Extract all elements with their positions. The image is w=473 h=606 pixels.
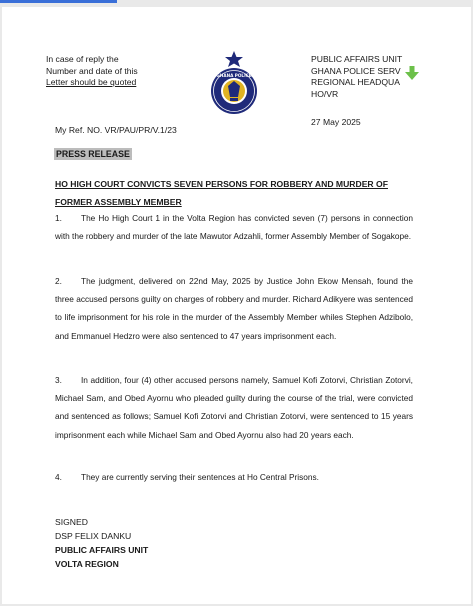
- reply-note-line: In case of reply the: [46, 54, 119, 64]
- paragraph-text: The Ho High Court 1 in the Volta Region has convicted seven (7) persons in connection with the robbery and murder of the late Mawutor Adzahli, former Assembly Member of Sogakope.: [55, 213, 413, 242]
- sender-address: [311, 54, 461, 100]
- paragraph-number: 3.: [55, 375, 62, 385]
- reply-note-line: Number and date of this: [46, 65, 138, 76]
- address-line: REGIONAL HEADQUA: [311, 77, 400, 88]
- reply-note: [46, 54, 156, 89]
- police-crest-logo: [208, 50, 260, 116]
- address-line: HO/VR: [311, 88, 339, 99]
- document-page: [2, 7, 471, 604]
- paragraph-text: The judgment, delivered on 22nd May, 2025 by Justice John Ekow Mensah, found the three accused persons guilty on charges of robbery and murder. Richard Adikyere was sentenced to life imprisonment for his role in the murder of the Assembly Member whiles Stephen Adzibolo, and Emmanuel Hedzro were also sentenced to 47 years imprisonment each.: [55, 276, 413, 341]
- signatory-name: DSP FELIX DANKU: [55, 531, 132, 541]
- paragraph-number: 4.: [55, 472, 62, 482]
- top-progress-bar: [0, 0, 117, 3]
- signatory-region: VOLTA REGION: [55, 559, 119, 569]
- address-line: GHANA POLICE SERV: [311, 65, 401, 76]
- crest-lettering: GHANA POLICE: [216, 73, 252, 78]
- paragraph-number: 2.: [55, 276, 62, 286]
- download-arrow-icon[interactable]: [404, 65, 420, 81]
- paragraph-4: [55, 468, 413, 486]
- press-release-label: PRESS RELEASE: [56, 149, 130, 159]
- letter-date: 27 May 2025: [311, 117, 361, 127]
- paragraph-number: 1.: [55, 213, 62, 223]
- signatory-unit: PUBLIC AFFAIRS UNIT: [55, 545, 149, 555]
- paragraph-text: In addition, four (4) other accused persons namely, Samuel Kofi Zotorvi, Christian Zotorvi, Michael Sam, and Obed Ayornu who pleaded guilty during the course of the trial, were convicted and sentenced as follows; Samuel Kofi Zotorvi and Christian Zotorvi, were sentenced to 15 years imprisonment each while Michael Sam and Obed Ayornu also had 20 years each.: [55, 375, 413, 440]
- signed-label: SIGNED: [55, 517, 88, 527]
- paragraph-text: They are currently serving their sentences at Ho Central Prisons.: [81, 472, 319, 482]
- reference-number: My Ref. NO. VR/PAU/PR/V.1/23: [55, 125, 177, 135]
- paragraph-3: [55, 371, 413, 444]
- paragraph-2: [55, 272, 413, 345]
- address-line: PUBLIC AFFAIRS UNIT: [311, 54, 403, 64]
- release-heading: HO HIGH COURT CONVICTS SEVEN PERSONS FOR ROBBERY AND MURDER OF FORMER ASSEMBLY MEMBER: [55, 179, 388, 207]
- paragraph-1: [55, 209, 413, 245]
- reply-note-line: Letter should be quoted: [46, 77, 137, 88]
- signature-block: [55, 515, 148, 571]
